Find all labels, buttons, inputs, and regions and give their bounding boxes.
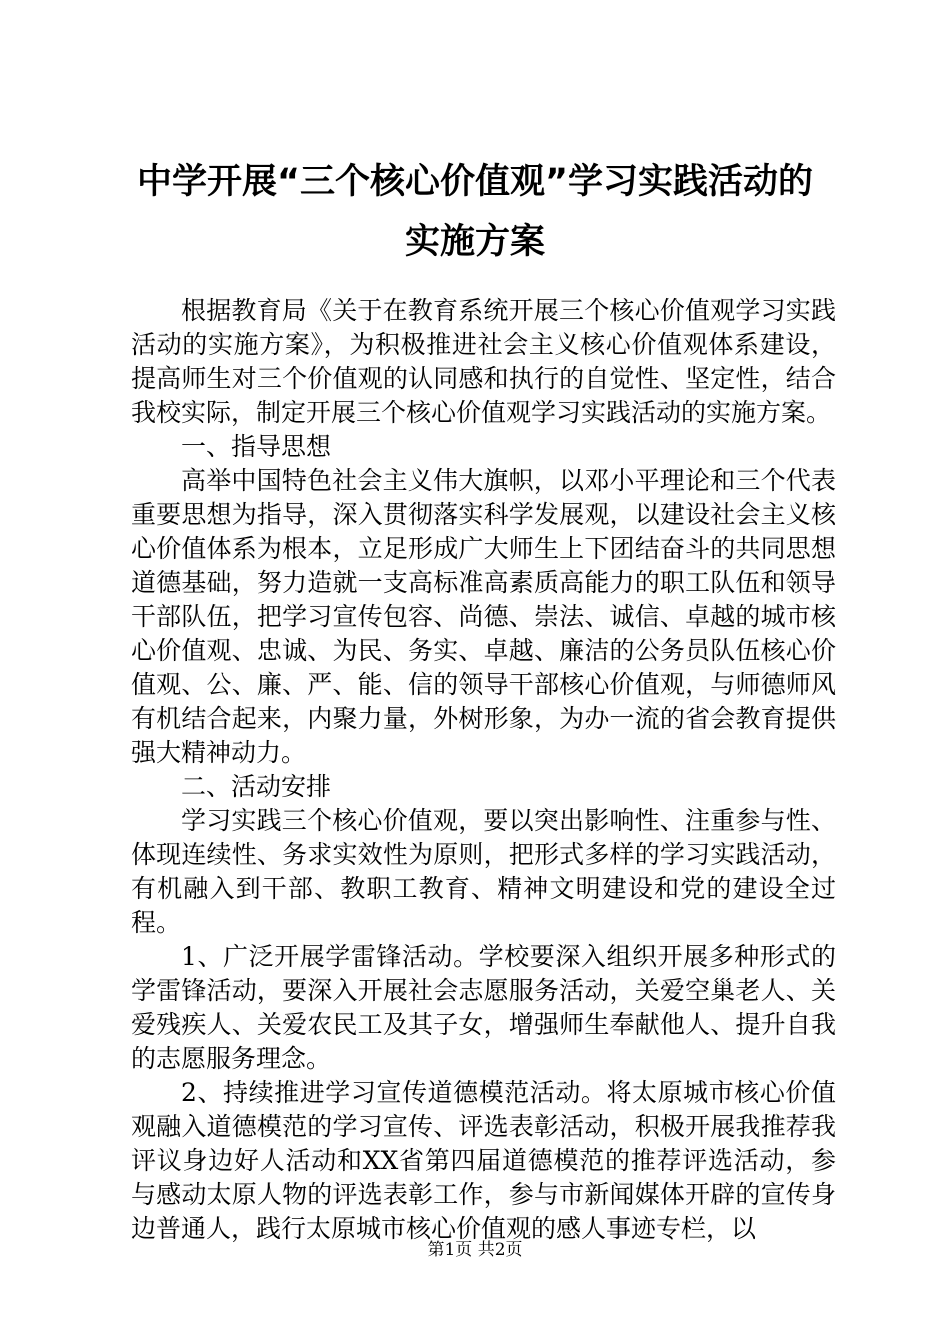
paragraph-guiding-thought: 高举中国特色社会主义伟大旗帜，以邓小平理论和三个代表重要思想为指导，深入贯彻落实科学发展观，以建设社会主义核心价值体系为根本，立足形成广大师生上下团结奋斗的共同思想道德基础，努力造就一支高标准高素质高能力的职工队伍和领导干部队伍，把学习宣传包容、尚德、崇法、诚信、卓越的城市核心价值观、忠诚、为民、务实、卓越、廉洁的公务员队伍核心价值观、公、廉、严、能、信的领导干部核心价值观，与师德师风有机结合起来，内聚力量，外树形象，为办一流的省会教育提供强大精神动力。	[131, 466, 836, 767]
paragraph-item-1: 1、广泛开展学雷锋活动。学校要深入组织开展多种形式的学雷锋活动，要深入开展社会志愿服务活动，关爱空巢老人、关爱残疾人、关爱农民工及其子女，增强师生奉献他人、提升自我的志愿服务理念。	[131, 942, 836, 1073]
paragraph-activity-arrangement: 学习实践三个核心价值观，要以突出影响性、注重参与性、体现连续性、务求实效性为原则，把形式多样的学习实践活动，有机融入到干部、教职工教育、精神文明建设和党的建设全过程。	[131, 806, 836, 937]
document-title-line-1: 中学开展“三个核心价值观”学习实践活动的	[136, 162, 813, 202]
page-number-footer: 第1页 共2页	[427, 1240, 523, 1260]
paragraph-item-2: 2、持续推进学习宣传道德模范活动。将太原城市核心价值观融入道德模范的学习宣传、评选表彰活动，积极开展我推荐我评议身边好人活动和XX省第四届道德模范的推荐评选活动，参与感动太原人物的评选表彰工作，参与市新闻媒体开辟的宣传身边普通人，践行太原城市核心价值观的感人事迹专栏，以	[131, 1078, 836, 1243]
section-heading-guiding-thought: 一、指导思想	[181, 432, 332, 461]
document-title-line-2: 实施方案	[404, 222, 545, 262]
paragraph-intro: 根据教育局《关于在教育系统开展三个核心价值观学习实践活动的实施方案》，为积极推进社会主义核心价值观体系建设，提高师生对三个价值观的认同感和执行的自觉性、坚定性，结合我校实际，制定开展三个核心价值观学习实践活动的实施方案。	[131, 296, 836, 427]
section-heading-activity-arrangement: 二、活动安排	[181, 772, 332, 801]
document-body	[131, 294, 836, 1246]
